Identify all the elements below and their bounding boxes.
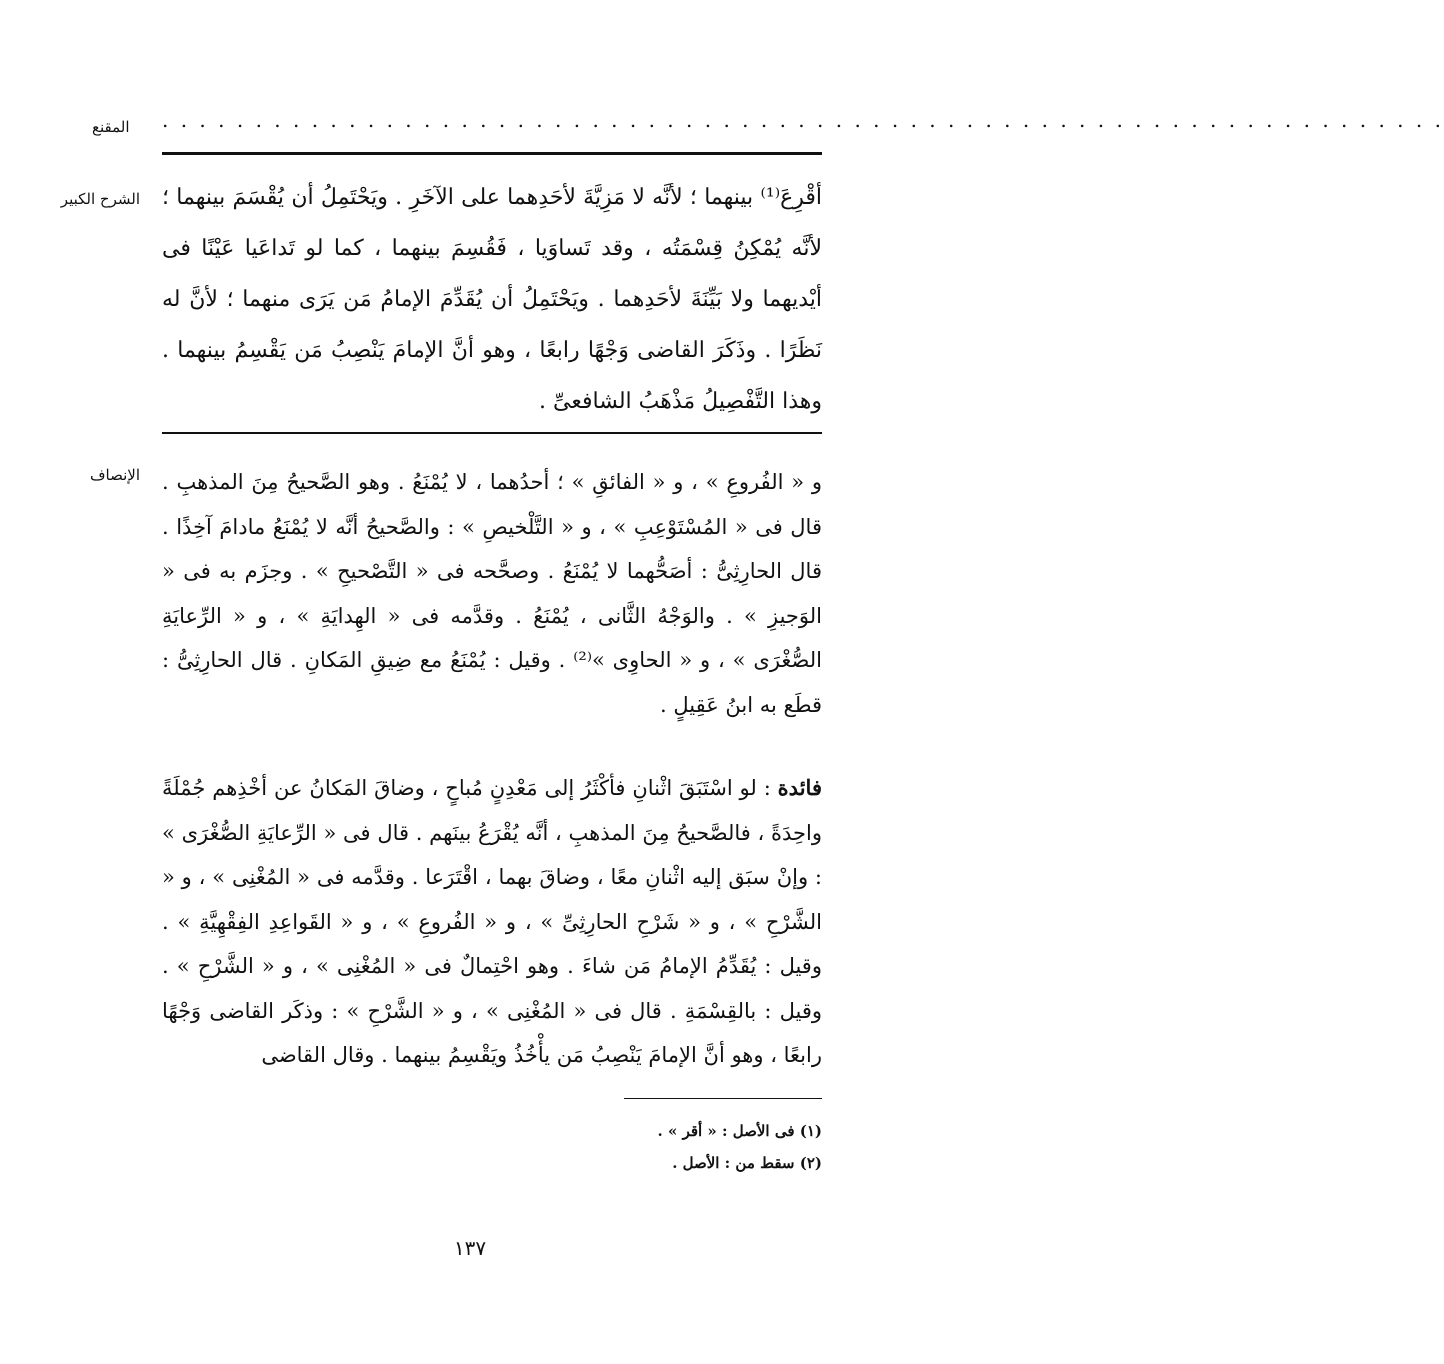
insaf-paragraph: و « الفُروعِ » ، و « الفائقِ » ؛ أحدُهما ، لا يُمْنَعُ . وهو الصَّحيحُ مِنَ المذهبِ . قال فى « المُسْتَوْعِبِ » ، و « التَّلْخيصِ » : والصَّحيحُ أنَّه لا يُمْنَعُ مادامَ آخِذًا . قال الحارِثِىُّ : أصَحُّهما لا يُمْنَعُ . وصحَّحه فى « التَّصْحيحِ » . وجزَم به فى « الوَجيزِ » . والوَجْهُ الثَّانى ، يُمْنَعُ . وقدَّمه فى « الهِدايَةِ » ، و « الرِّعايَةِ الصُّغْرَى » ، و « الحاوِى »⁽²⁾ . وقيل : يُمْنَعُ مع ضِيقِ المَكانِ . قال الحارِثِىُّ : قطَع به ابنُ عَقِيلٍ . [162,470,822,717]
page-number: ١٣٧ [453,1236,487,1260]
header-dotted-leader: . . . . . . . . . . . . . . . . . . . . . . . . . . . . . . . . . . . . . . . . . . . . . . . . . . . . . . . . . . . . . . . . . . . . . [162,108,1444,132]
section-divider [162,432,822,434]
page-header-title: المقنع [92,118,130,136]
footnote-1: (١) فى الأصل : « أقر » . [657,1122,822,1140]
faida-text: : لو اسْتَبَقَ اثْنانِ فأكْثَرُ إلى مَعْدِنٍ مُباحٍ ، وضاقَ المَكانُ عن أخْذِهم جُمْلَةً واحِدَةً ، فالصَّحيحُ مِنَ المذهبِ ، أنَّه يُقْرَعُ بينَهم . قال فى « الرِّعايَةِ الصُّغْرَى » : وإنْ سبَق إليه اثْنانِ معًا ، وضاقَ بهما ، اقْتَرَعا . وقدَّمه فى « المُغْنِى » ، و « الشَّرْحِ » ، و « شَرْحِ الحارِثِىِّ » ، و « الفُروعِ » ، و « القَواعِدِ الفِقْهِيَّةِ » . وقيل : يُقَدِّمُ الإمامُ مَن شاءَ . وهو احْتِمالٌ فى « المُغْنِى » ، و « الشَّرْحِ » . وقيل : بالقِسْمَةِ . قال فى « المُغْنِى » ، و « الشَّرْحِ » : وذكَر القاضى وَجْهًا رابعًا ، وهو أنَّ الإمامَ يَنْصِبُ مَن يأْخُذُ ويَقْسِمُ بينهما . وقال القاضى [162,776,822,1067]
sharh-paragraph: أقْرِعَ⁽¹⁾ بينهما ؛ لأنَّه لا مَزِيَّةَ لأحَدِهما على الآخَرِ . ويَحْتَمِلُ أن يُقْسَمَ بينهما ؛ لأنَّه يُمْكِنُ قِسْمَتُه ، وقد تَساوَيا ، فَقُسِمَ بينهما ، كما لو تَداعَيا عَيْنًا فى أيْديهما ولا بَيِّنَةَ لأحَدِهما . ويَحْتَمِلُ أن يُقَدِّمَ الإمامُ مَن يَرَى منهما ؛ لأنَّ له نَظَرًا . وذَكَرَ القاضى وَجْهًا رابعًا ، وهو أنَّ الإمامَ يَنْصِبُ مَن يَقْسِمُ بينهما . وهذا التَّفْصِيلُ مَذْهَبُ الشافعىِّ . [162,185,822,414]
faida-paragraph [162,766,822,1078]
header-rule [162,152,822,155]
side-label-insaf: الإنصاف [89,466,140,484]
faida-keyword: فائدة [777,775,822,800]
side-label-sharh: الشرح الكبير [60,190,140,208]
footnote-rule [624,1098,822,1099]
footnote-2: (٢) سقط من : الأصل . [672,1154,822,1172]
